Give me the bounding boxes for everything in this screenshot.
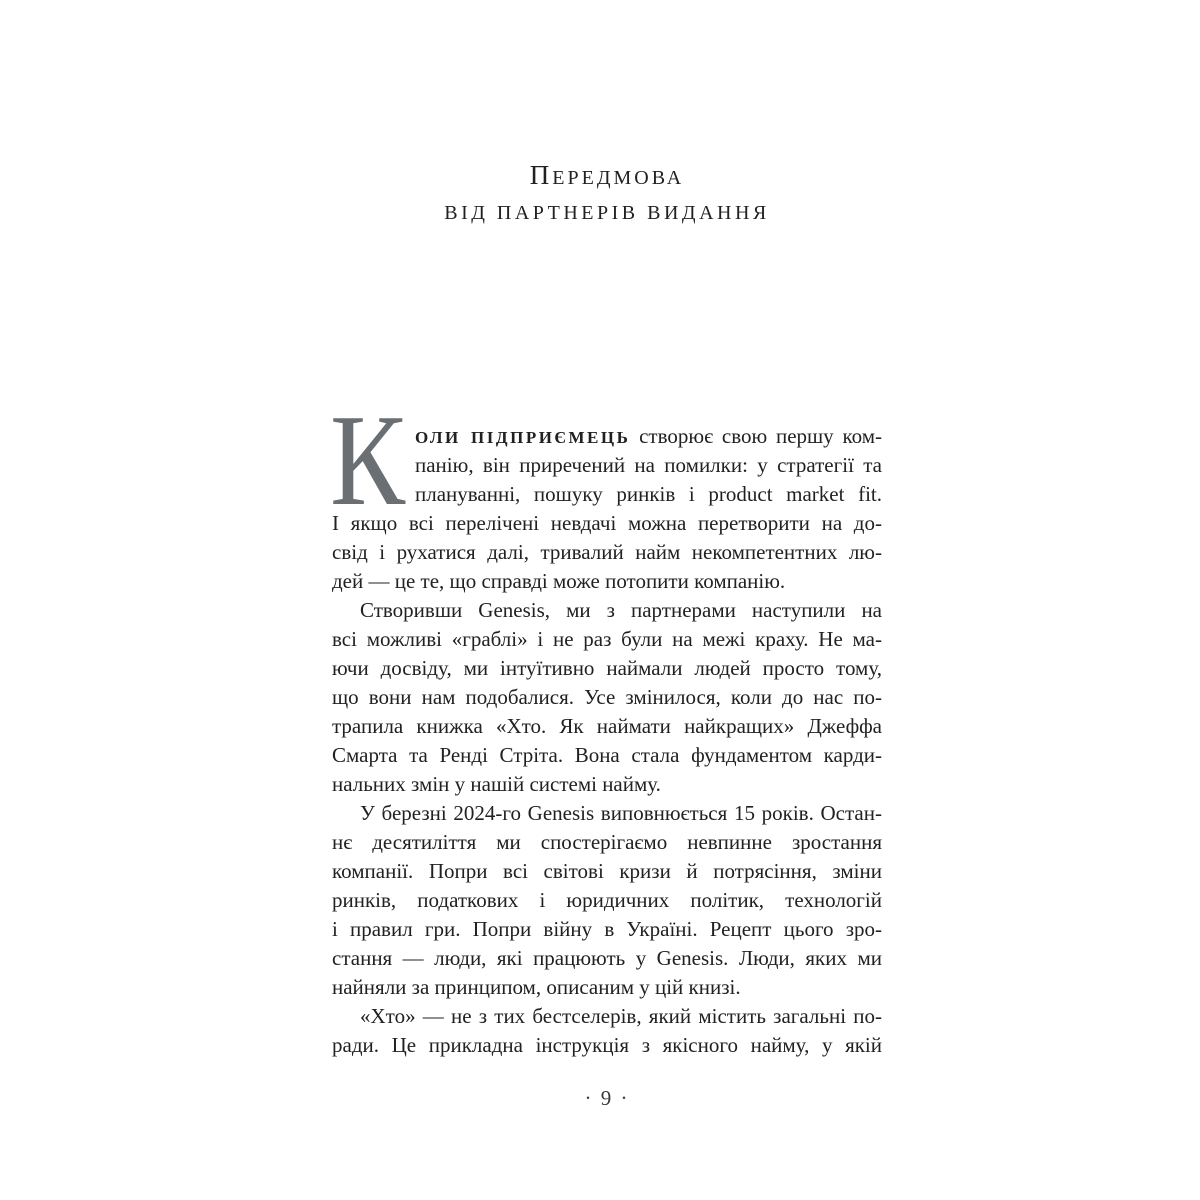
body-line: що вони нам подобалися. Усе змінилося, коли до нас по- bbox=[332, 685, 882, 709]
body-line-first bbox=[415, 422, 882, 451]
body-line: І якщо всі перелічені невдачі можна перетворити на до- bbox=[332, 511, 882, 535]
body-line: свід і рухатися далі, тривалий найм некомпетентних лю- bbox=[332, 540, 882, 564]
body-line: Створивши Genesis, ми з партнерами наступили на bbox=[360, 598, 882, 622]
body-line: стання — люди, які працюють у Genesis. Люди, яких ми bbox=[332, 946, 882, 970]
page-number: · 9 · bbox=[584, 1086, 630, 1110]
body-line-first-rest: створює свою першу ком- bbox=[639, 424, 882, 448]
body-line: і правил гри. Попри війну в Україні. Рецепт цього зро- bbox=[332, 917, 882, 941]
body-line: нальних змін у нашій системі найму. bbox=[332, 772, 661, 796]
body-line: найняли за принципом, описаним у цій книзі. bbox=[332, 975, 741, 999]
body-text bbox=[330, 388, 882, 1060]
body-paragraph-lines bbox=[332, 451, 882, 1060]
body-line: панію, він приречений на помилки: у стратегії та bbox=[415, 453, 882, 477]
chapter-title-line1 bbox=[332, 160, 882, 190]
lead-in-smallcaps: ОЛИ ПІДПРИЄМЕЦЬ bbox=[415, 428, 631, 447]
body-line: плануванні, пошуку ринків і product market fit. bbox=[415, 482, 882, 506]
chapter-title bbox=[332, 160, 882, 228]
body-line: всі можливі «граблі» і не раз були на межі краху. Не ма- bbox=[332, 627, 882, 651]
body-line: У березні 2024-го Genesis виповнюється 15 років. Остан- bbox=[360, 801, 882, 825]
body-line: трапила книжка «Хто. Як наймати найкращих» Джеффа bbox=[332, 714, 882, 738]
drop-cap: К bbox=[330, 388, 406, 533]
chapter-title-line2: ВІД ПАРТНЕРІВ ВИДАННЯ bbox=[444, 202, 770, 224]
title-initial-letter: П bbox=[529, 160, 553, 190]
body-line: ючи досвіду, ми інтуїтивно наймали людей просто тому, bbox=[332, 656, 882, 680]
body-line: компанії. Попри всі світові кризи й потрясіння, зміни bbox=[332, 859, 882, 883]
body-line: «Хто» — не з тих бестселерів, який містить загальні по- bbox=[360, 1004, 882, 1028]
body-line: нє десятиліття ми спостерігаємо невпинне зростання bbox=[332, 830, 882, 854]
body-line: ради. Це прикладна інструкція з якісного найму, у якій bbox=[332, 1033, 882, 1057]
body-line: Смарта та Ренді Стріта. Вона стала фундаментом карди- bbox=[332, 743, 882, 767]
body-line: дей — це те, що справді може потопити компанію. bbox=[332, 569, 786, 593]
body-line: ринків, податкових і юридичних політик, технологій bbox=[332, 888, 882, 912]
title-line1-rest: ЕРЕДМОВА bbox=[552, 167, 685, 189]
